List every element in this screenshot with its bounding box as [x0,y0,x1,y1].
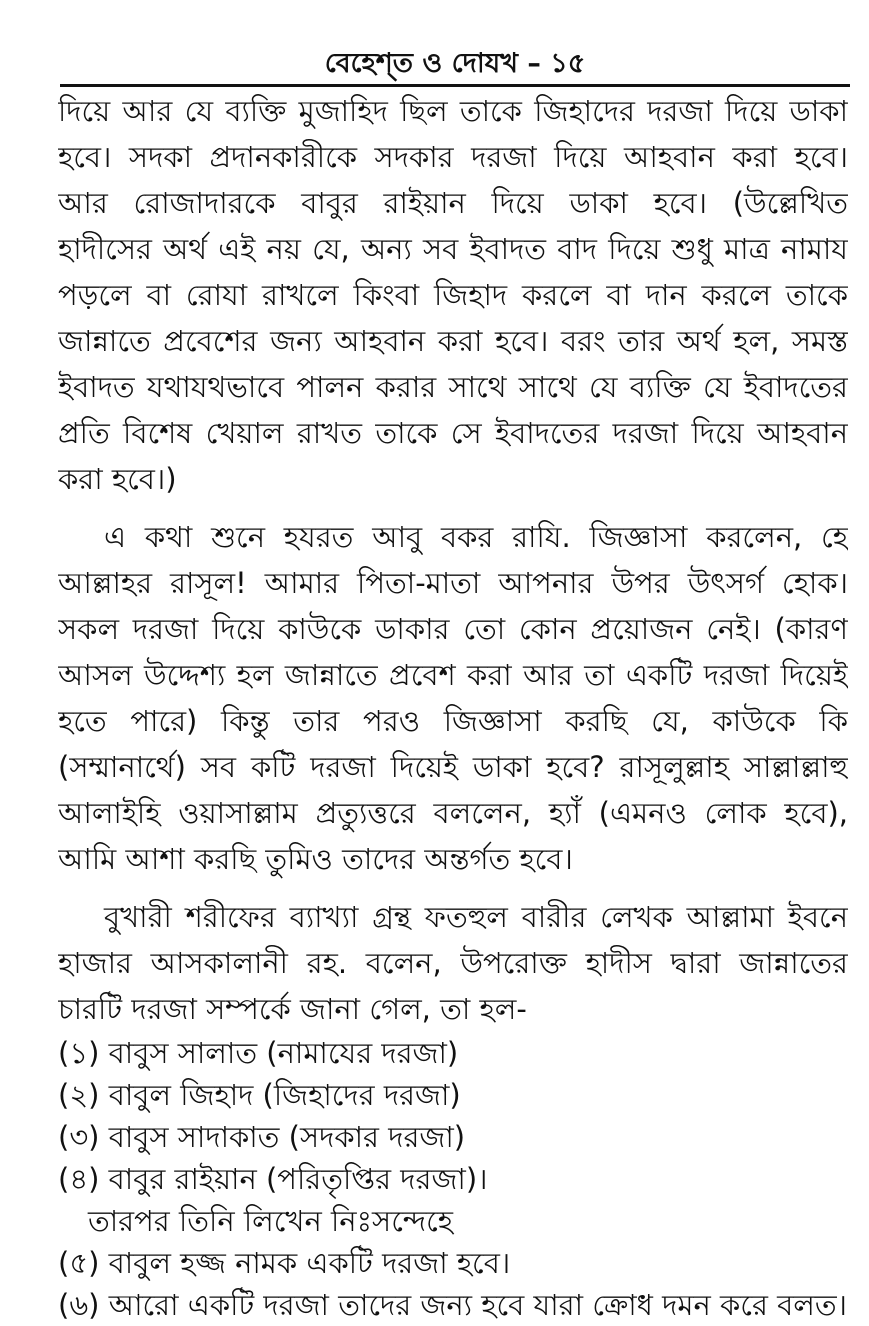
text-line: আর রোজাদারকে বাবুর রাইয়ান দিয়ে ডাকা হবে। (উল্লেখিত [58,186,848,220]
text-line: জান্নাতে প্রবেশের জন্য আহবান করা হবে। বরং তার অর্থ হল, সমস্ত [58,324,848,358]
list-item: (৩) বাবুস সাদাকাত (সদকার দরজা) [58,1120,466,1154]
text-line: দিয়ে আর যে ব্যক্তি মুজাহিদ ছিল তাকে জিহাদের দরজা দিয়ে ডাকা [58,94,848,128]
text-line: পড়লে বা রোযা রাখলে কিংবা জিহাদ করলে বা দান করলে তাকে [58,278,848,312]
paragraph-2 [58,514,848,882]
text-line: হবে। সদকা প্রদানকারীকে সদকার দরজা দিয়ে আহবান করা হবে। [58,140,848,174]
text-line: ইবাদত যথাযথভাবে পালন করার সাথে সাথে যে ব্যক্তি যে ইবাদতের [58,370,848,404]
paragraph-3 [58,894,848,1032]
text-line: করা হবে।) [58,462,177,496]
subline: তারপর তিনি লিখেন নিঃসন্দেহে [88,1204,454,1238]
paragraph-1 [58,88,848,502]
list-item: (৬) আরো একটি দরজা তাদের জন্য হবে যারা ক্রোধ দমন করে বলত। [58,1288,847,1322]
text-line: হাদীসের অর্থ এই নয় যে, অন্য সব ইবাদত বাদ দিয়ে শুধু মাত্র নামায [58,232,848,266]
list-item: (৪) বাবুর রাইয়ান (পরিতৃপ্তির দরজা)। [58,1162,488,1196]
text-line: আসল উদ্দেশ্য হল জান্নাতে প্রবেশ করা আর তা একটি দরজা দিয়েই [58,658,848,692]
text-line: বুখারী শরীফের ব্যাখ্যা গ্রন্থ ফতহুল বারীর লেখক আল্লামা ইবনে [104,900,848,934]
text-line: এ কথা শুনে হযরত আবু বকর রাযি. জিজ্ঞাসা করলেন, হে [104,520,848,554]
text-line: সকল দরজা দিয়ে কাউকে ডাকার তো কোন প্রয়োজন নেই। (কারণ [58,612,848,646]
text-line: প্রতি বিশেষ খেয়াল রাখত তাকে সে ইবাদতের দরজা দিয়ে আহবান [58,416,848,450]
text-line: চারটি দরজা সম্পর্কে জানা গেল, তা হল- [58,992,527,1026]
page-body [58,88,848,1326]
text-line: আল্লাহর রাসূল! আমার পিতা-মাতা আপনার উপর উৎসর্গ হোক। [58,566,848,600]
text-line: হাজার আসকালানী রহ. বলেন, উপরোক্ত হাদীস দ্বারা জান্নাতের [58,946,848,980]
list-item: (৫) বাবুল হজ্জ নামক একটি দরজা হবে। [58,1246,511,1280]
header-rule [60,84,850,87]
text-line: আমি আশা করছি তুমিও তাদের অন্তর্গত হবে। [58,842,573,876]
text-line: (সম্মানার্থে) সব কটি দরজা দিয়েই ডাকা হবে? রাসূলুল্লাহ সাল্লাল্লাহু [58,750,848,784]
list-item: (২) বাবুল জিহাদ (জিহাদের দরজা) [58,1078,461,1112]
gate-list [58,1032,848,1326]
page-header: বেহেশ্‌ত ও দোযখ – ১৫ [324,48,586,79]
text-line: আলাইহি ওয়াসাল্লাম প্রত্যুত্তরে বললেন, হ্যাঁ (এমনও লোক হবে), [58,796,848,830]
list-item: (১) বাবুস সালাত (নামাযের দরজা) [58,1036,459,1070]
text-line: হতে পারে) কিন্তু তার পরও জিজ্ঞাসা করছি যে, কাউকে কি [58,704,848,738]
